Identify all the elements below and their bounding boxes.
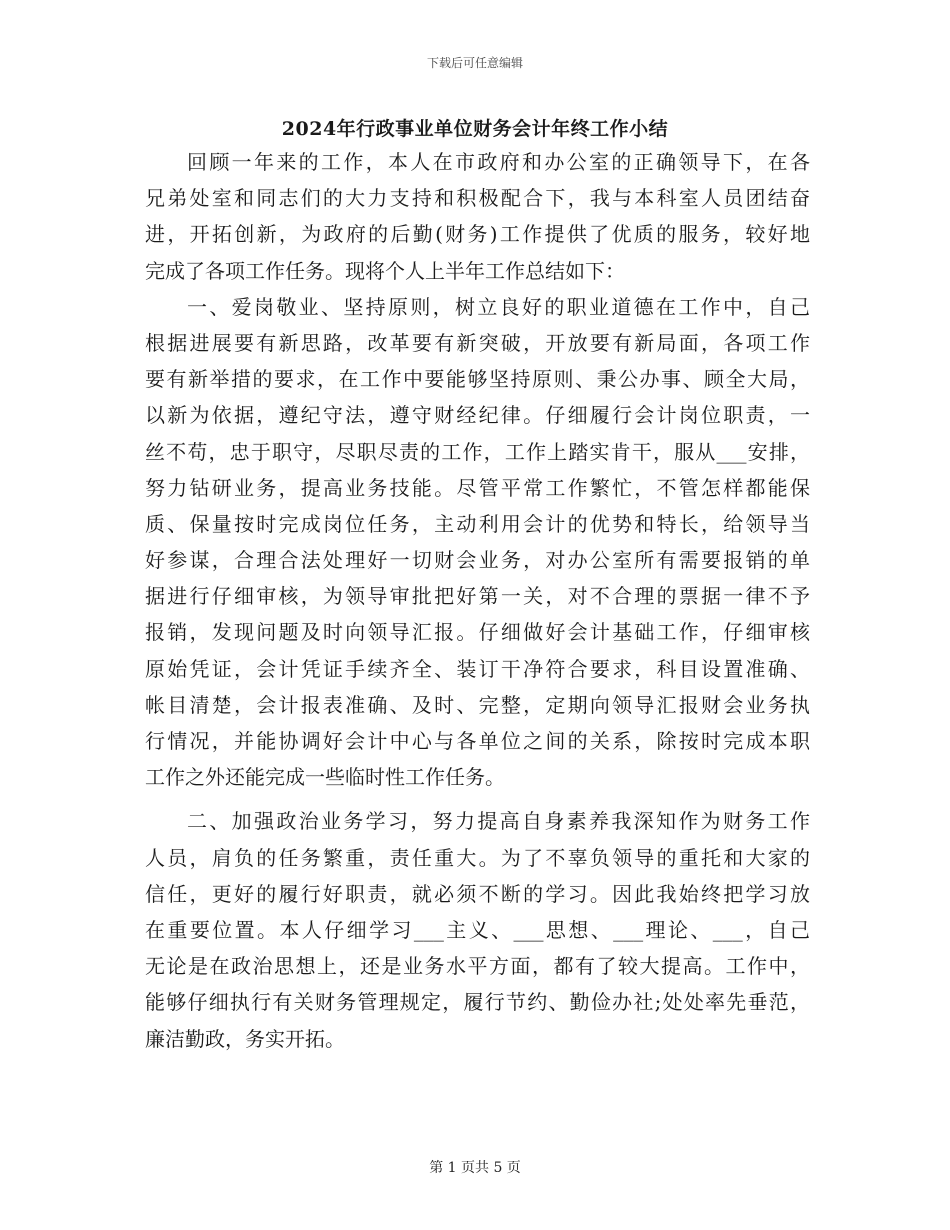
- text-line: 努力钻研业务，提高业务技能。尽管平常工作繁忙，不管怎样都能保: [145, 475, 810, 500]
- text-line: 二、加强政治业务学习，努力提高自身素养我深知作为财务工作: [187, 809, 810, 834]
- text-line: 工作之外还能完成一些临时性工作任务。: [145, 765, 505, 790]
- text-line: 要有新举措的要求，在工作中要能够坚持原则、秉公办事、顾全大局，: [145, 367, 810, 392]
- download-note: 下载后可任意编辑: [426, 56, 523, 70]
- text-line: 原始凭证，会计凭证手续齐全、装订干净符合要求，科目设置准确、: [145, 656, 810, 681]
- text-line: 信任，更好的履行好职责，就必须不断的学习。因此我始终把学习放: [145, 881, 810, 906]
- text-line: 在重要位置。本人仔细学习___主义、___思想、___理论、___，自己: [145, 917, 810, 942]
- document-body: [145, 144, 810, 1057]
- paragraph-gap: [145, 795, 810, 803]
- paragraph-1: [145, 144, 810, 289]
- text-line: 进，开拓创新，为政府的后勤(财务)工作提供了优质的服务，较好地: [145, 222, 810, 247]
- text-line: 人员，肩负的任务繁重，责任重大。为了不辜负领导的重托和大家的: [145, 845, 810, 870]
- text-line: 回顾一年来的工作，本人在市政府和办公室的正确领导下，在各: [187, 150, 810, 174]
- text-line: 根据进展要有新思路，改革要有新突破，开放要有新局面，各项工作: [145, 330, 810, 355]
- text-line: 丝不苟，忠于职守，尽职尽责的工作，工作上踏实肯干，服从___安排，: [145, 439, 810, 464]
- page-number: 第 1 页共 5 页: [429, 1160, 521, 1176]
- text-line: 质、保量按时完成岗位任务，主动利用会计的优势和特长，给领导当: [145, 511, 810, 536]
- text-line: 无论是在政治思想上，还是业务水平方面，都有了较大提高。工作中，: [145, 954, 810, 979]
- text-line: 报销，发现问题及时向领导汇报。仔细做好会计基础工作，仔细审核: [145, 620, 810, 645]
- paragraph-3: [145, 803, 810, 1056]
- text-line: 行情况，并能协调好会计中心与各单位之间的关系，除按时完成本职: [145, 729, 810, 753]
- text-line: 帐目清楚，会计报表准确、及时、完整，定期向领导汇报财会业务执: [145, 692, 810, 717]
- text-line: 廉洁勤政，务实开拓。: [145, 1026, 345, 1051]
- document-title: 2024年行政事业单位财务会计年终工作小结: [281, 118, 669, 140]
- text-line: 完成了各项工作任务。现将个人上半年工作总结如下：: [145, 258, 625, 283]
- text-line: 好参谋，合理合法处理好一切财会业务，对办公室所有需要报销的单: [145, 548, 810, 573]
- text-line: 一、爱岗敬业、坚持原则，树立良好的职业道德在工作中，自己: [187, 294, 810, 319]
- text-line: 能够仔细执行有关财务管理规定，履行节约、勤俭办社;处处率先垂范，: [145, 990, 810, 1015]
- text-line: 以新为依据，遵纪守法，遵守财经纪律。仔细履行会计岗位职责，一: [145, 403, 810, 428]
- text-line: 兄弟处室和同志们的大力支持和积极配合下，我与本科室人员团结奋: [145, 186, 810, 211]
- text-line: 据进行仔细审核，为领导审批把好第一关，对不合理的票据一律不予: [145, 584, 810, 609]
- paragraph-2: [145, 289, 810, 796]
